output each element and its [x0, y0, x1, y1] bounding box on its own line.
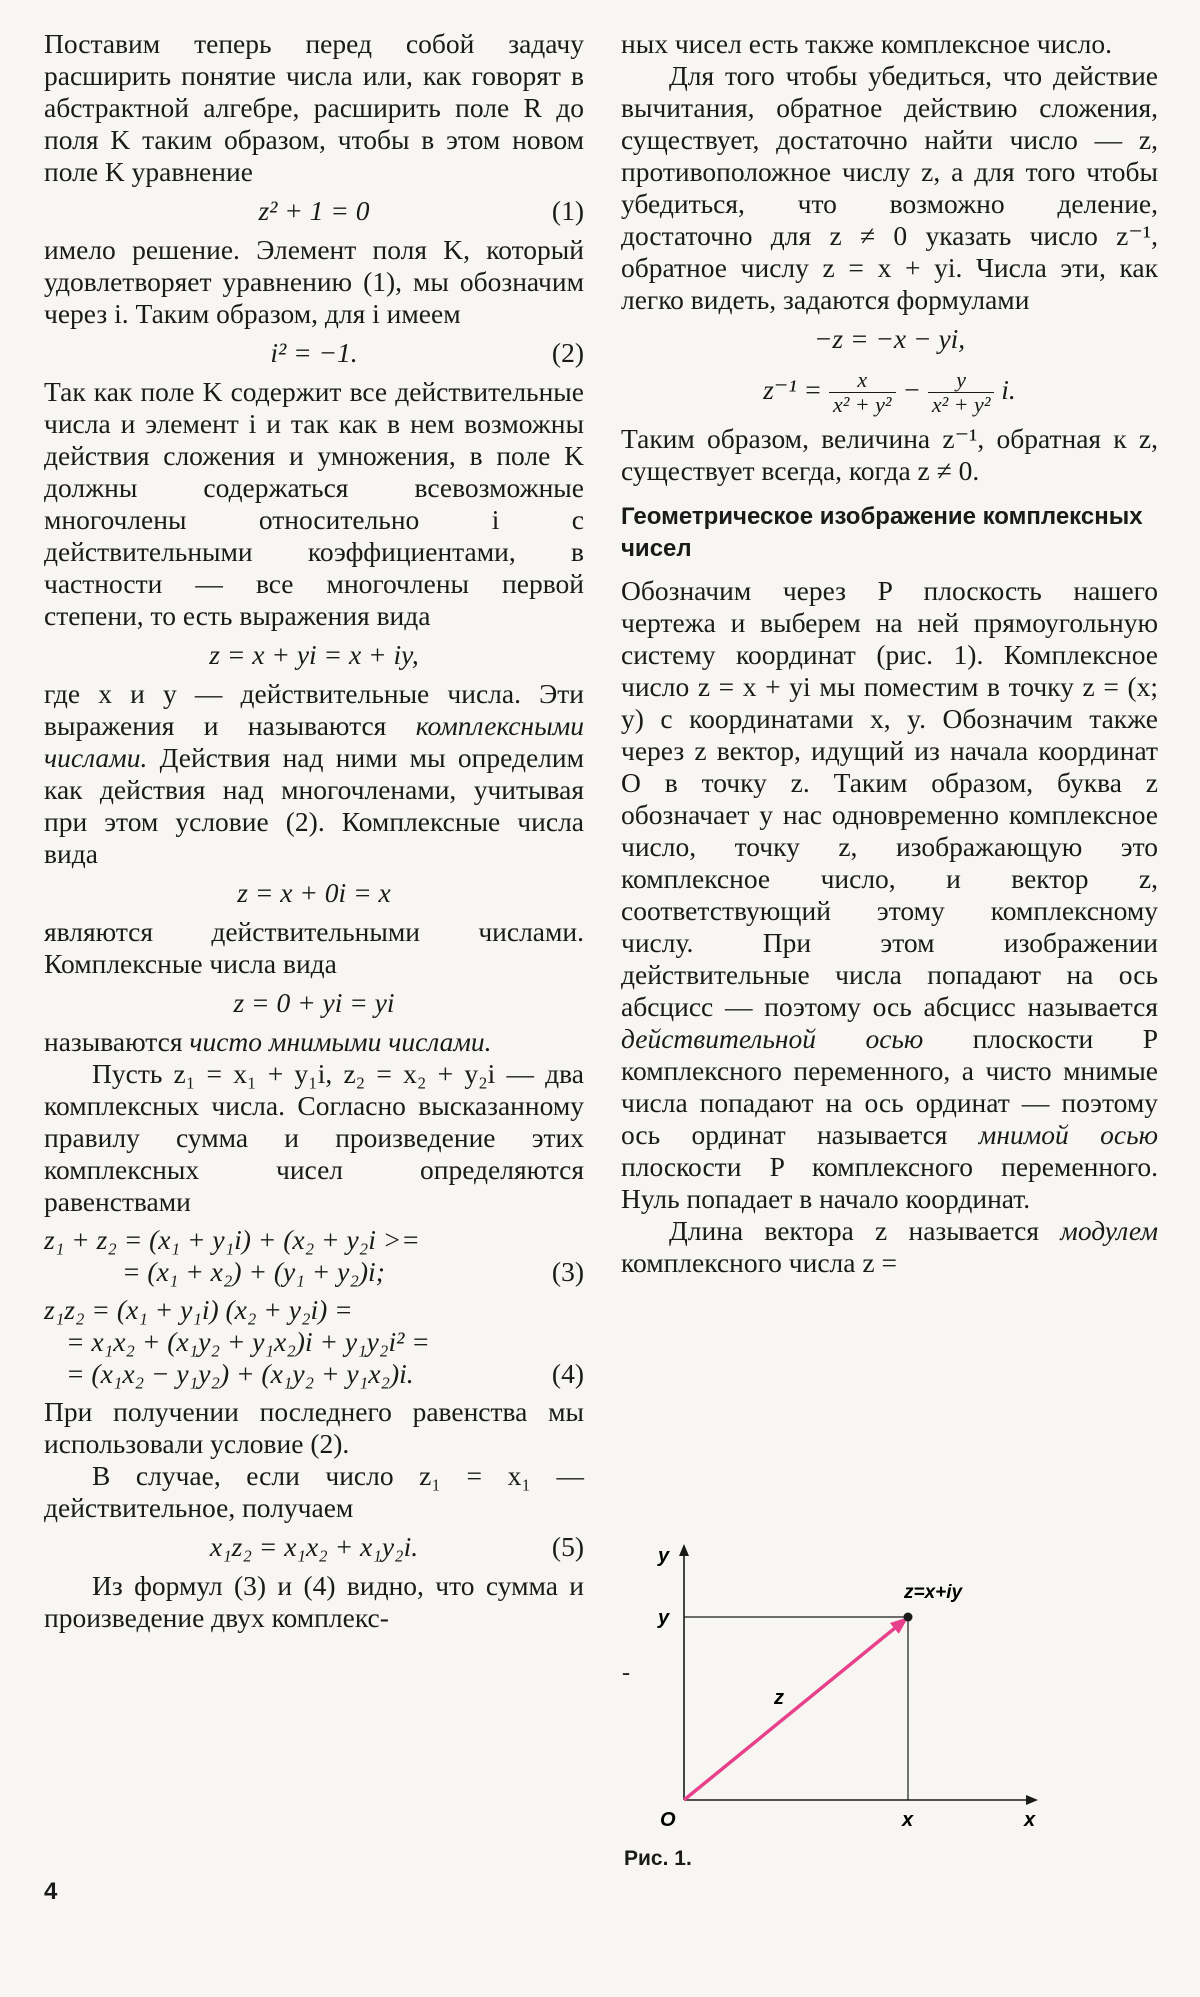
text: плоскости P комплексного переменного. Нуль попадает в начало координат. [621, 1151, 1158, 1214]
x-tick-label: x [902, 1809, 914, 1831]
paragraph [44, 1026, 584, 1058]
term-real-axis: действительной осью [621, 1023, 924, 1054]
origin-label: O [660, 1809, 676, 1831]
fraction-numerator: x [829, 368, 896, 393]
paragraph: Пусть z₁ = x₁ + y₁i, z₂ = x₂ + y₂i — два комплексных числа. Согласно высказанному правилу сумма и произведение этих комплексных чисел определяются равенствами [44, 1058, 584, 1217]
paragraph [621, 575, 1158, 1215]
equation-formula: −z = −x − yi, [813, 323, 966, 354]
page-number: 4 [44, 1878, 58, 1905]
equation-negation [621, 321, 1158, 357]
equation-formula: z = x + 0i = x [237, 877, 391, 908]
text: Длина вектора z называется [669, 1215, 1061, 1246]
complex-plane-figure [624, 1538, 1044, 1838]
paragraph: Из формул (3) и (4) видно, что сумма и произведение двух комплекс- [44, 1570, 584, 1633]
term-modulus: модулем [1060, 1215, 1158, 1246]
equation-formula: z² + 1 = 0 [258, 195, 370, 226]
y-tick-label: y [658, 1607, 670, 1629]
fraction [829, 368, 896, 417]
paragraph: имело решение. Элемент поля K, который удовлетворяет уравнению (1), мы обозначим через i. Таким образом, для i имеем [44, 234, 584, 329]
vector-label: z [774, 1687, 784, 1709]
equation-formula: x₁z₂ = x₁x₂ + x₁y₂i. [209, 1531, 419, 1562]
paragraph: являются действительными числами. Комплексные числа вида [44, 916, 584, 979]
term-imaginary-numbers: чисто мнимыми числами. [189, 1026, 492, 1057]
equation-line [44, 1358, 584, 1390]
text: Действия над ними мы определим как действия над многочленами, учитывая при этом условие (2). Комплексные числа вида [44, 742, 584, 869]
term-imaginary-axis: мнимой осью [978, 1119, 1158, 1150]
paragraph [44, 678, 584, 870]
text: комплексного числа z = [621, 1247, 897, 1278]
equation-line [44, 1256, 584, 1288]
equation-5 [44, 985, 584, 1021]
paragraph: ных чисел есть также комплексное число. [621, 28, 1112, 59]
term-complex-numbers: комплексными числами. [44, 710, 584, 773]
paragraph: При получении последнего равенства мы использовали условие (2). [44, 1396, 584, 1459]
text: плоскости P комплексного переменного, а чисто мнимые числа попадают на ось ординат — поэтому ось ординат называется [621, 1023, 1158, 1150]
paragraph: В случае, если число z₁ = x₁ — действительное, получаем [44, 1460, 584, 1523]
equation-formula: i² = −1. [270, 337, 358, 368]
equation-2 [44, 335, 584, 371]
paragraph: Таким образом, величина z⁻¹, обратная к z, существует всегда, когда z ≠ 0. [621, 423, 1158, 486]
paragraph: Поставим теперь перед собой задачу расширить понятие числа или, как говорят в абстрактной алгебре, расширить поле R до поля K таким образом, чтобы в этом новом поле K уравнение [44, 28, 584, 187]
paragraph: Для того чтобы убедиться, что действие вычитания, обратное действию сложения, существует, достаточно найти число — z, противоположное числу z, а для того чтобы убедиться, что возможно деление, достаточно для z ≠ 0 указать число z⁻¹, обратное числу z = x + yi. Числа эти, как легко видеть, задаются формулами [621, 60, 1158, 315]
equation-line-text: = (x₁x₂ − y₁y₂) + (x₁y₂ + y₁x₂)i. [66, 1358, 414, 1389]
equation-4-block [44, 1294, 584, 1390]
equation-1 [44, 193, 584, 229]
paragraph: Так как поле K содержит все действительные числа и элемент i и так как в нем возможны действия сложения и умножения, в поле K должны содержаться всевозможные многочлены относительно i с действительными коэффициентами, в частности — все многочлены первой степени, то есть выражения вида [44, 376, 584, 631]
paragraph [621, 1215, 1158, 1279]
figure-caption: Рис. 1. [624, 1847, 692, 1870]
equation-tail: i. [1001, 374, 1016, 405]
point-z [904, 1613, 913, 1622]
equation-number: (4) [551, 1358, 584, 1389]
equation-line: z₁z₂ = (x₁ + y₁i) (x₂ + y₂i) = [44, 1294, 353, 1325]
equation-5-block [44, 1529, 584, 1565]
vector-z [684, 1619, 906, 1800]
equation-formula [621, 362, 1158, 418]
left-column [44, 28, 584, 1634]
equation-formula: z = 0 + yi = yi [233, 987, 395, 1018]
equation-line: = x₁x₂ + (x₁y₂ + y₁x₂)i + y₁y₂i² = [66, 1326, 430, 1357]
equation-line-text: = (x₁ + x₂) + (y₁ + y₂)i; [122, 1256, 385, 1287]
equation-3-block [44, 1224, 584, 1288]
right-column [621, 28, 1158, 1279]
text: называются [44, 1026, 190, 1057]
x-axis-label: x [1024, 1809, 1036, 1831]
y-axis-label: y [658, 1545, 670, 1567]
point-label: z=x+iy [904, 1582, 963, 1603]
fraction [928, 368, 995, 417]
minus-sign: − [902, 374, 921, 405]
equation-number: (5) [551, 1531, 584, 1562]
equation-number: (3) [551, 1256, 584, 1287]
section-heading: Геометрическое изображение комплексных чисел [621, 503, 1143, 562]
equation-4 [44, 875, 584, 911]
text: Обозначим через P плоскость нашего чертежа и выберем на ней прямоугольную систему координат (рис. 1). Комплексное число z = x + yi мы поместим в точку z = (x; y) с координатами x, y. Обозначим также через z вектор, идущий из начала координат O в точку z. Таким образом, буква z обозначает у нас одновременно комплексное число, точку z, изображающую это комплексное число, и вектор z, соответствующий этому комплексному числу. При этом изображении действительные числа попадают на ось абсцисс — поэтому ось абсцисс называется [621, 575, 1158, 1022]
fraction-denominator: x² + y² [931, 392, 991, 418]
equation-lhs: z⁻¹ = [763, 374, 823, 405]
fraction-denominator: x² + y² [832, 392, 892, 418]
equation-number: (1) [551, 195, 584, 226]
equation-formula: z = x + yi = x + iy, [209, 639, 419, 670]
text: где x и y — действительные числа. Эти выражения и называются [44, 678, 584, 741]
equation-number: (2) [551, 337, 584, 368]
equation-3 [44, 637, 584, 673]
stray-dash: - [622, 1660, 630, 1686]
fraction-numerator: y [928, 368, 995, 393]
equation-inverse [621, 362, 1158, 418]
equation-line: z₁ + z₂ = (x₁ + y₁i) + (x₂ + y₂i >= [44, 1224, 420, 1255]
